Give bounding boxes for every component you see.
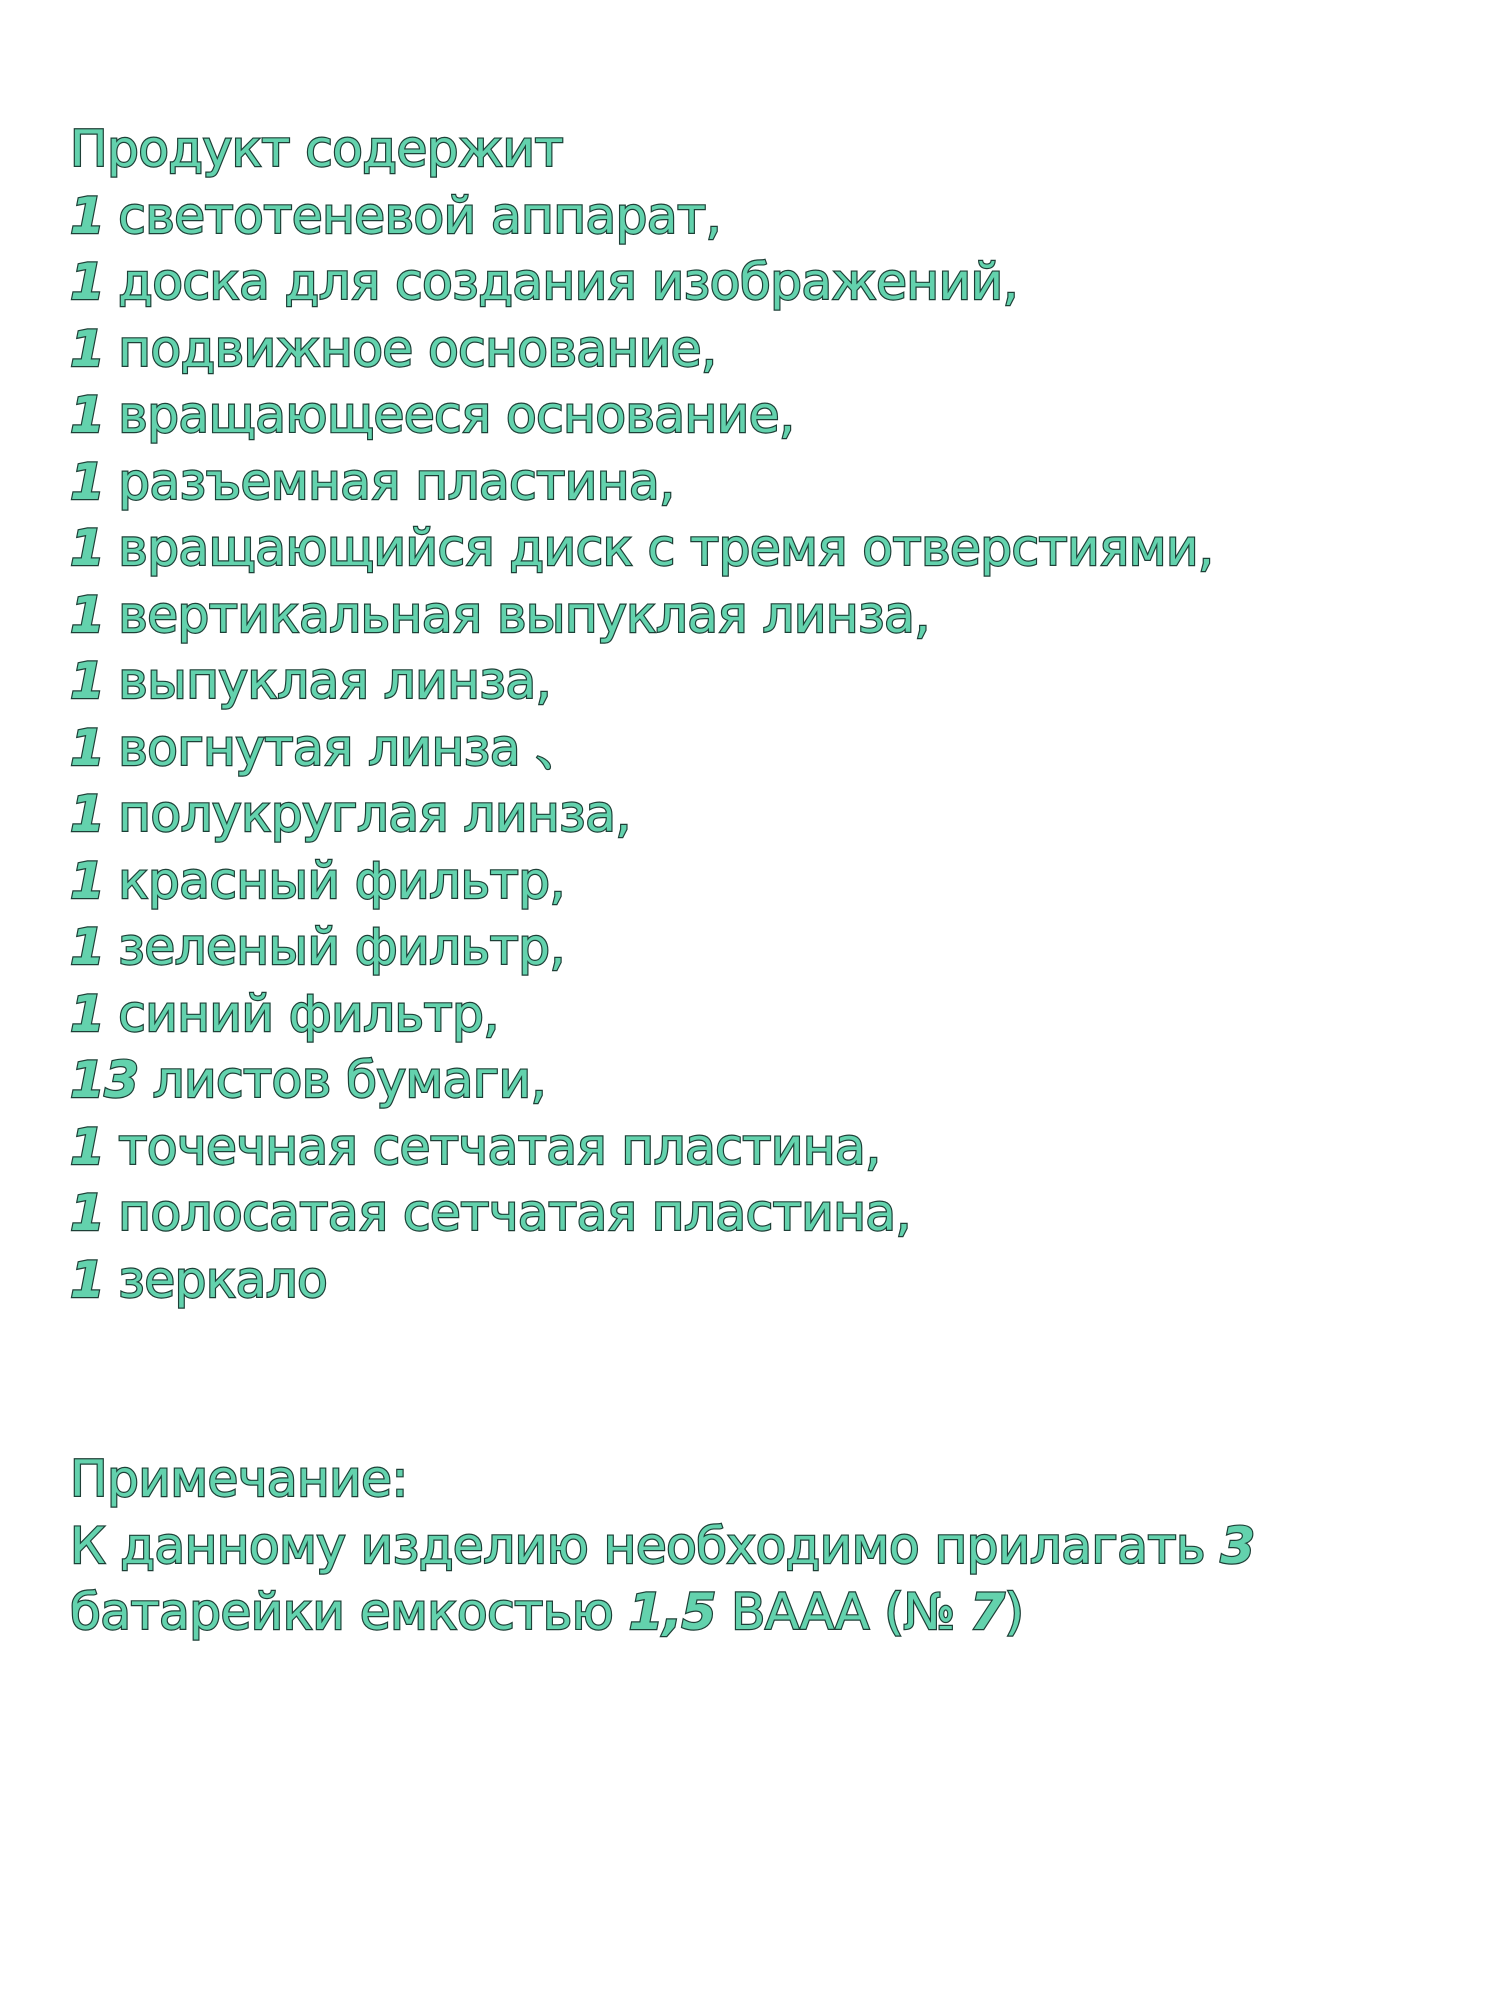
item-text: зеркало xyxy=(118,1250,328,1309)
item-text: выпуклая линза, xyxy=(118,652,552,710)
list-item xyxy=(70,449,1470,516)
item-quantity: 1 xyxy=(70,519,105,577)
item-quantity: 13 xyxy=(70,1051,139,1109)
item-quantity: 1 xyxy=(70,1117,105,1176)
list-item xyxy=(70,316,1470,383)
item-quantity: 1 xyxy=(70,718,105,777)
item-text: зеленый фильтр, xyxy=(118,918,565,976)
item-quantity: 1 xyxy=(70,452,105,511)
note-text-part: батарейки емкостью xyxy=(70,1583,629,1641)
item-quantity: 1 xyxy=(70,851,105,910)
item-text: разъемная пластина, xyxy=(118,452,675,511)
list-item xyxy=(70,848,1470,915)
battery-voltage: 1,5 xyxy=(628,1583,716,1641)
item-text: полукруглая линза, xyxy=(118,785,631,843)
item-quantity: 1 xyxy=(70,785,105,843)
item-quantity: 1 xyxy=(70,585,105,644)
item-text: красный фильтр, xyxy=(118,851,565,910)
item-text: вращающийся диск с тремя отверстиями, xyxy=(118,519,1214,577)
item-text: вертикальная выпуклая линза, xyxy=(118,585,930,644)
list-item xyxy=(70,1114,1470,1181)
item-text: листов бумаги, xyxy=(152,1051,547,1109)
list-item xyxy=(70,249,1470,316)
item-text: синий фильтр, xyxy=(118,984,499,1043)
item-quantity: 1 xyxy=(70,1250,105,1309)
item-quantity: 1 xyxy=(70,652,105,710)
item-text: точечная сетчатая пластина, xyxy=(118,1117,881,1176)
list-item xyxy=(70,914,1470,981)
list-item xyxy=(70,781,1470,848)
list-item xyxy=(70,382,1470,449)
item-quantity: 1 xyxy=(70,1184,105,1242)
item-text: вращающееся основание, xyxy=(118,386,795,444)
contents-heading: Продукт содержит xyxy=(70,120,564,178)
note-text xyxy=(70,1513,1470,1646)
item-quantity: 1 xyxy=(70,918,105,976)
item-quantity: 1 xyxy=(70,984,105,1043)
contents-list xyxy=(70,183,1470,1314)
item-text: полосатая сетчатая пластина, xyxy=(118,1184,911,1242)
section-spacer xyxy=(70,1313,1470,1446)
item-quantity: 1 xyxy=(70,253,105,311)
list-item xyxy=(70,648,1470,715)
battery-size-number: 7 xyxy=(970,1583,1005,1641)
battery-count: 3 xyxy=(1220,1516,1255,1575)
note-text-part: BAAA (№ xyxy=(715,1583,971,1641)
product-contents-document xyxy=(70,116,1470,1646)
note-text-part: К данному изделию необходимо прилагать xyxy=(70,1516,1221,1575)
item-quantity: 1 xyxy=(70,319,105,378)
list-item xyxy=(70,1047,1470,1114)
item-text: вогнутая линза 、 xyxy=(118,718,585,777)
item-text: светотеневой аппарат, xyxy=(118,186,722,245)
list-item xyxy=(70,515,1470,582)
item-quantity: 1 xyxy=(70,186,105,245)
note-title: Примечание: xyxy=(70,1450,408,1508)
list-item xyxy=(70,1180,1470,1247)
list-item xyxy=(70,1247,1470,1314)
item-text: подвижное основание, xyxy=(118,319,717,378)
item-text: доска для создания изображений, xyxy=(118,253,1018,311)
item-quantity: 1 xyxy=(70,386,105,444)
list-item xyxy=(70,715,1470,782)
note-text-part: ) xyxy=(1004,1583,1024,1641)
list-item xyxy=(70,183,1470,250)
list-item xyxy=(70,582,1470,649)
list-item xyxy=(70,981,1470,1048)
